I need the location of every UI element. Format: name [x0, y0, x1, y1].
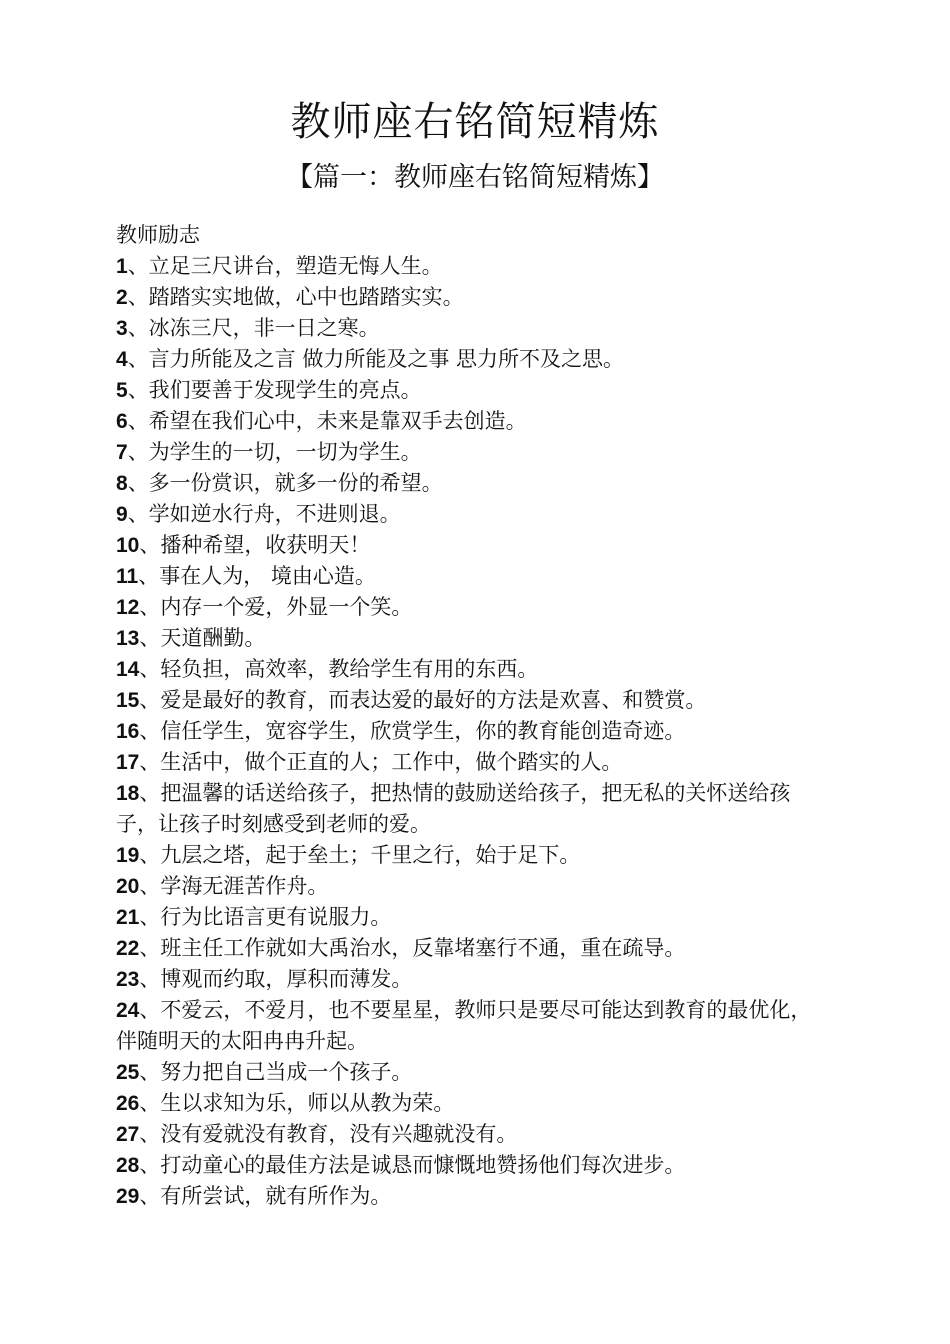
list-item	[116, 995, 826, 1057]
list-item-text: 、有所尝试，就有所作为。	[139, 1184, 392, 1208]
list-item-text: 、我们要善于发现学生的亮点。	[127, 378, 422, 402]
list-item-text: 、立足三尺讲台，塑造无悔人生。	[127, 254, 443, 278]
list-item	[116, 282, 826, 313]
list-item-text: 、多一份赏识，就多一份的希望。	[127, 471, 443, 495]
list-item-number: 11	[116, 565, 139, 588]
list-item-number: 5	[116, 379, 128, 402]
list-item-text: 、生以求知为乐，师以从教为荣。	[139, 1091, 455, 1115]
list-item-number: 18	[116, 782, 140, 805]
list-item-text: 、博观而约取，厚积而薄发。	[139, 967, 413, 991]
document-title: 教师座右铭简短精炼	[290, 99, 660, 145]
list-item-text: 、不爱云，不爱月，也不要星星，教师只是要尽可能达到教育的最优化，伴随明天的太阳冉冉升起。	[116, 998, 812, 1053]
list-item-number: 25	[116, 1061, 140, 1084]
list-item	[116, 902, 826, 933]
list-item-text: 、轻负担，高效率，教给学生有用的东西。	[139, 657, 539, 681]
list-item-number: 9	[116, 503, 128, 526]
list-item-number: 17	[116, 751, 140, 774]
list-item-text: 、爱是最好的教育，而表达爱的最好的方法是欢喜、和赞赏。	[139, 688, 707, 712]
list-item	[116, 406, 826, 437]
list-item-number: 6	[116, 410, 128, 433]
list-item	[116, 1119, 826, 1150]
list-item-text: 、言力所能及之言 做力所能及之事 思力所不及之思。	[127, 347, 625, 371]
list-item	[116, 592, 826, 623]
list-item	[116, 530, 826, 561]
list-item-number: 27	[116, 1123, 140, 1146]
list-item	[116, 840, 826, 871]
list-item	[116, 375, 826, 406]
list-item	[116, 313, 826, 344]
list-item	[116, 716, 826, 747]
list-item-number: 14	[116, 658, 140, 681]
list-item	[116, 778, 826, 840]
list-item-number: 12	[116, 596, 140, 619]
list-item-number: 21	[116, 906, 140, 929]
list-item-text: 、为学生的一切，一切为学生。	[127, 440, 422, 464]
list-item	[116, 468, 826, 499]
list-item-number: 7	[116, 441, 128, 464]
list-item	[116, 964, 826, 995]
list-item-number: 29	[116, 1185, 140, 1208]
list-item-text: 、班主任工作就如大禹治水，反靠堵塞行不通，重在疏导。	[139, 936, 686, 960]
list-item-text: 、事在人为， 境由心造。	[138, 564, 376, 588]
list-item-number: 13	[116, 627, 140, 650]
list-item	[116, 747, 826, 778]
list-item-number: 16	[116, 720, 140, 743]
list-item	[116, 499, 826, 530]
list-item-number: 23	[116, 968, 140, 991]
list-item-number: 8	[116, 472, 128, 495]
list-item-number: 24	[116, 999, 140, 1022]
list-item-text: 、行为比语言更有说服力。	[139, 905, 392, 929]
list-item-text: 、内存一个爱，外显一个笑。	[139, 595, 413, 619]
document-subtitle: 【篇一：教师座右铭简短精炼】	[286, 162, 664, 193]
list-item-number: 10	[116, 534, 140, 557]
list-item-number: 26	[116, 1092, 140, 1115]
list-item	[116, 1150, 826, 1181]
list-item-number: 15	[116, 689, 140, 712]
list-item-text: 、把温馨的话送给孩子，把热情的鼓励送给孩子，把无私的关怀送给孩子，让孩子时刻感受到老师的爱。	[116, 781, 791, 836]
list-item	[116, 561, 826, 592]
list-item	[116, 344, 826, 375]
list-item-text: 、生活中，做个正直的人；工作中，做个踏实的人。	[139, 750, 623, 774]
list-item	[116, 1181, 826, 1212]
list-item-text: 、踏踏实实地做，心中也踏踏实实。	[127, 285, 464, 309]
list-item	[116, 654, 826, 685]
list-item-text: 、天道酬勤。	[139, 626, 266, 650]
section-label: 教师励志	[116, 223, 200, 247]
list-item	[116, 685, 826, 716]
list-item	[116, 623, 826, 654]
list-item-number: 20	[116, 875, 140, 898]
list-item-text: 、没有爱就没有教育，没有兴趣就没有。	[139, 1122, 518, 1146]
list-item-text: 、希望在我们心中，未来是靠双手去创造。	[127, 409, 527, 433]
list-item-text: 、学海无涯苦作舟。	[139, 874, 329, 898]
motto-list	[116, 251, 826, 1212]
list-item-text: 、播种希望，收获明天！	[139, 533, 371, 557]
list-item	[116, 933, 826, 964]
list-item-text: 、打动童心的最佳方法是诚恳而慷慨地赞扬他们每次进步。	[139, 1153, 686, 1177]
list-item-text: 、冰冻三尺，非一日之寒。	[127, 316, 380, 340]
document-body	[116, 220, 826, 1212]
list-item	[116, 251, 826, 282]
list-item	[116, 1088, 826, 1119]
list-item-text: 、九层之塔，起于垒土；千里之行，始于足下。	[139, 843, 581, 867]
list-item-text: 、学如逆水行舟，不进则退。	[127, 502, 401, 526]
list-item-number: 1	[116, 255, 128, 278]
list-item-number: 19	[116, 844, 140, 867]
list-item	[116, 871, 826, 902]
list-item-number: 3	[116, 317, 128, 340]
list-item-number: 4	[116, 348, 128, 371]
list-item	[116, 437, 826, 468]
list-item-number: 22	[116, 937, 140, 960]
list-item-text: 、努力把自己当成一个孩子。	[139, 1060, 413, 1084]
list-item-text: 、信任学生，宽容学生，欣赏学生，你的教育能创造奇迹。	[139, 719, 686, 743]
list-item-number: 28	[116, 1154, 140, 1177]
list-item	[116, 1057, 826, 1088]
list-item-number: 2	[116, 286, 128, 309]
